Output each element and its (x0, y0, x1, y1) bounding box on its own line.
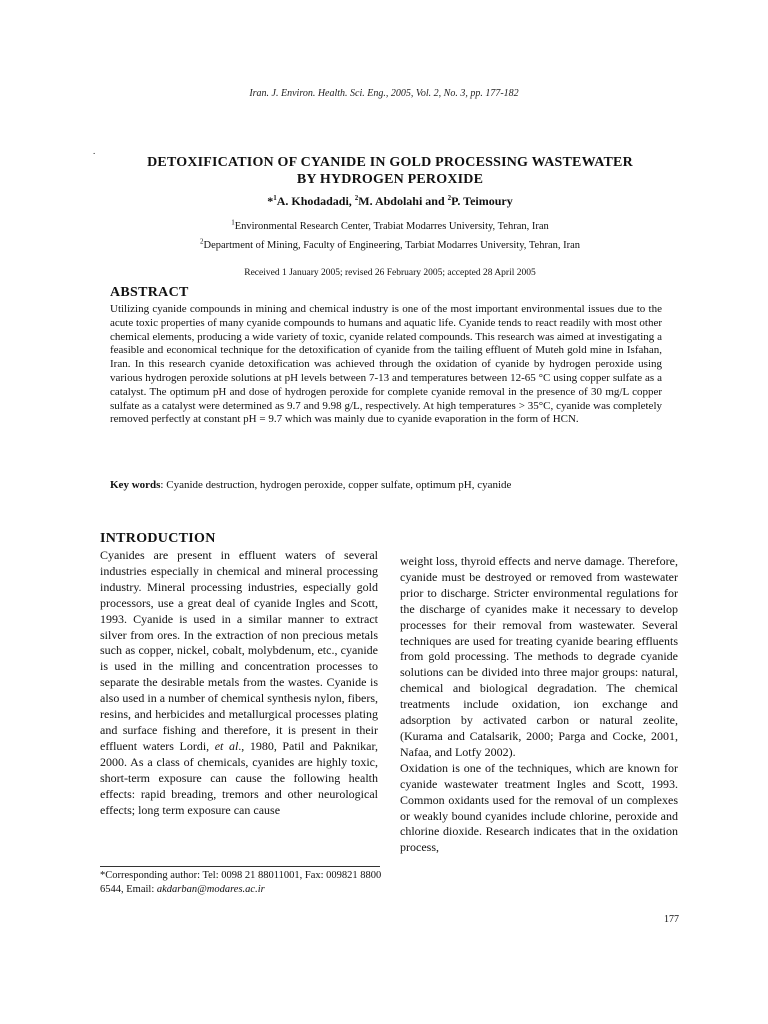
keywords-label: Key words (110, 479, 161, 491)
stray-mark: . (93, 146, 96, 156)
author-3: P. Teimoury (451, 194, 513, 208)
journal-citation: Iran. J. Environ. Health. Sci. Eng., 2005, Vol. 2, No. 3, pp. 177-182 (249, 88, 519, 99)
author-2: M. Abdolahi and (358, 194, 448, 208)
keywords (110, 479, 670, 491)
affiliation-1-mark: 1 (231, 218, 235, 227)
introduction-right-column (400, 554, 678, 856)
received-dates: Received 1 January 2005; revised 26 February 2005; accepted 28 April 2005 (244, 268, 536, 278)
abstract-body: Utilizing cyanide compounds in mining and chemical industry is one of the most important environmental issues due to the acute toxic properties of many cyanide compounds to humans and aquatic life. Cyanide tends to react readily with most other chemical elements, producing a wide variety of toxic, cyanide related compounds. This research was aimed at investigating a feasible and economical technique for the detoxification of cyanide from the tailing effluent of Muteh gold mine in Isfahan, Iran. In this research cyanide detoxification was achieved through the oxidation of cyanide by hydrogen peroxide using various hydrogen peroxide solutions at pH levels between 7-13 and temperatures between 12-65 °C using copper sulfate as a catalyst. The optimum pH and dose of hydrogen peroxide for complete cyanide removal in the presence of 30 mg/L copper sulfate as a catalyst were determined as 9.7 and 9.98 g/L, respectively. At high temperatures > 35°C, cyanide was completely removed perfectly at constant pH = 9.7 which was mainly due to cyanide evaporation in the form of HCN. (110, 303, 662, 426)
corresponding-author-footnote (100, 869, 390, 897)
footnote-email[interactable]: akdarban@modares.ac.ir (156, 884, 265, 895)
title-line-2: BY HYDROGEN PEROXIDE (296, 172, 484, 187)
introduction-left-column (100, 548, 378, 818)
author-list (0, 194, 768, 209)
affiliation-2 (0, 237, 768, 251)
title-line-1: DETOXIFICATION OF CYANIDE IN GOLD PROCESSING WASTEWATER (147, 155, 633, 170)
author-3-affiliation-mark: 2 (447, 194, 452, 202)
affiliation-2-mark: 2 (199, 237, 204, 246)
footnote-text: *Corresponding author: Tel: 0098 21 88011001, Fax: 009821 8800 6544, Email: (100, 870, 382, 895)
intro-right-paragraph-1: weight loss, thyroid effects and nerve damage. Therefore, cyanide must be destroyed or removed from wastewater prior to discharge. Stricter environmental regulations for the discharge of cyanides make it necessary to develop processes for their removal from wastewater. Several techniques are used for treating cyanide bearing effluents from gold processing. The methods to degrade cyanide solutions can be divided into three major groups: natural, chemical and biological degradation. The chemical treatments include oxidation, ion exchange and adsorption by activated carbon or natural zeolite, (Kurama and Catalsarik, 2000; Parga and Cocke, 2001, Nafaa, and Lotfy 2002). (400, 554, 678, 759)
intro-right-paragraph-2: Oxidation is one of the techniques, which are known for cyanide wastewater treatment Ingles and Scott, 1993. Common oxidants used for the removal of un complexes or weakly bound cyanides include chlorine, peroxide and chlorine dioxide. Research indicates that in the oxidation process, (400, 760, 678, 855)
author-2-affiliation-mark: 2 (354, 194, 359, 202)
paper-title (90, 154, 690, 188)
intro-left-text: Cyanides are present in effluent waters of several industries especially in chemical and mineral processing industry. Mineral processing industries, especially gold processors, use a great deal of cyanide Ingles and Scott, 1993. Cyanide is used in a similar manner to extract silver from ores. In the extraction of non precious metals such as copper, nickel, cobalt, molybdenum, etc., cyanide is used in the milling and concentration processes to separate the desirable metals from the wastes. Cyanide is also used in a number of chemical synthesis nylon, fibers, resins, and herbicides and metallurgical processes plating and surface fishing and therefore, it is present in their effluent waters Lordi, (100, 548, 378, 753)
affiliation-2-text: Department of Mining, Faculty of Engineering, Tarbiat Modarres University, Tehran, Iran (203, 240, 581, 251)
corresponding-star: * (267, 194, 274, 208)
abstract-heading: ABSTRACT (110, 285, 189, 300)
affiliation-1-text: Environmental Research Center, Trabiat Modarres University, Tehran, Iran (234, 221, 549, 232)
author-1: A. Khodadadi, (276, 194, 355, 208)
keywords-text: : Cyanide destruction, hydrogen peroxide, copper sulfate, optimum pH, cyanide (160, 479, 512, 491)
affiliation-1 (0, 218, 768, 232)
intro-left-text-end: ., 1980, Patil and Paknikar, 2000. As a class of chemicals, cyanides are highly toxic, short-term exposure can cause the following health effects: rapid breading, tremors and other neurological effects; long term exposure can cause (100, 738, 378, 817)
footnote-divider (100, 866, 380, 867)
page-number: 177 (664, 914, 679, 925)
author-1-affiliation-mark: 1 (273, 194, 277, 202)
introduction-heading: INTRODUCTION (100, 531, 216, 546)
et-al: et al (214, 738, 239, 753)
